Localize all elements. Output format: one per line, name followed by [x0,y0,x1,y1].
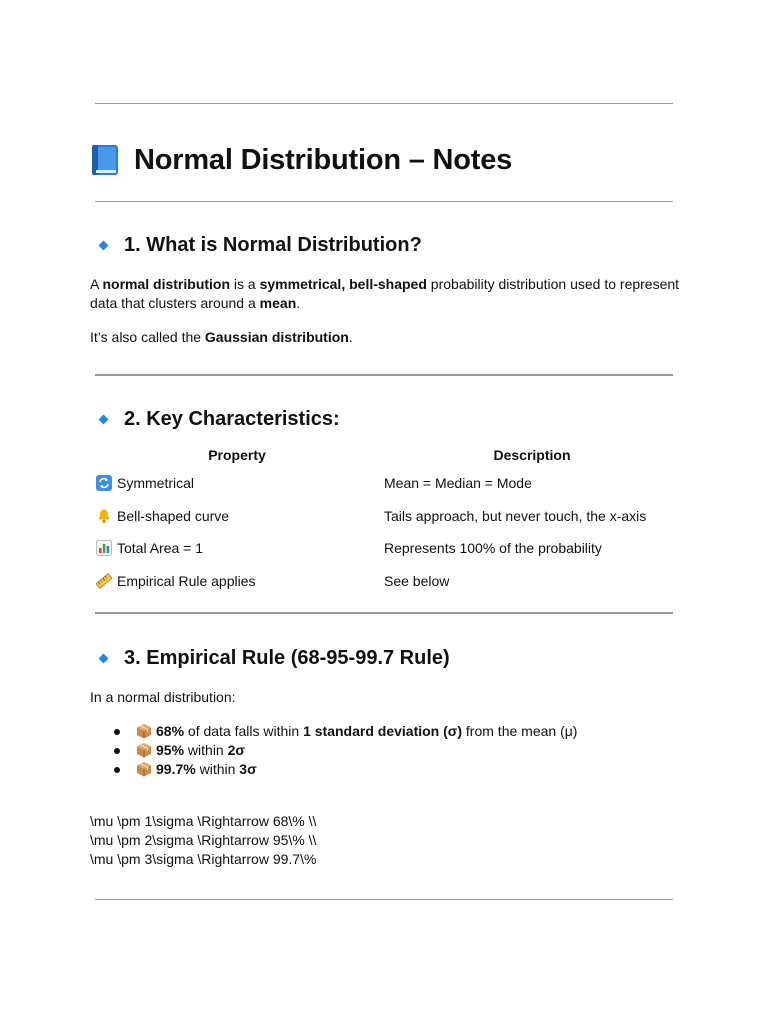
section-1-paragraph-1 [90,275,680,313]
text-run: A [90,276,103,292]
bold-run: mean [259,295,297,311]
text-run: within [195,761,240,777]
bold-run: 68% [156,723,185,739]
bell-icon [96,508,112,524]
property-cell [90,532,384,565]
divider-section-1 [95,374,673,376]
section-3-heading-text: 3. Empirical Rule (68-95-99.7 Rule) [124,646,450,669]
section-2-heading [98,405,340,433]
list-item [90,760,577,779]
table-row [90,565,680,598]
column-header-description: Description [493,447,571,463]
divider-section-2 [95,612,673,614]
divider-top [95,103,673,104]
description-cell: See below [384,572,450,589]
property-cell [90,565,384,598]
text-run: within [184,742,228,758]
text-run: . [348,329,353,345]
description-cell: Mean = Median = Mode [384,475,532,492]
blue-book-icon [90,144,120,176]
package-icon [136,742,152,758]
ruler-icon [96,573,112,589]
table-row [90,532,680,565]
bold-run: 3σ [239,761,257,777]
property-text: Symmetrical [117,475,195,492]
blue-diamond-icon [99,240,109,250]
bar-chart-icon [96,540,112,556]
property-cell [90,467,384,500]
bold-run: symmetrical, bell-shaped [259,276,427,292]
bold-run: normal distribution [102,276,231,292]
latex-line: \mu \pm 3\sigma \Rightarrow 99.7\% [90,851,317,867]
page-title-text: Normal Distribution – Notes [134,143,513,176]
text-run: . [296,295,301,311]
section-3-heading [98,644,450,672]
bold-run: 99.7% [156,761,196,777]
divider-bottom [95,899,673,900]
bullet-dot [114,767,120,773]
bold-run: 1 standard deviation (σ) [303,723,463,739]
property-cell [90,500,384,533]
property-text: Bell-shaped curve [117,507,230,524]
bold-run: Gaussian distribution [204,329,349,345]
table-row [90,467,680,500]
package-icon [136,761,152,777]
column-header-property: Property [208,447,266,463]
blue-diamond-icon [99,653,109,663]
table-header-row [90,443,680,467]
text-run: It’s also called the [90,329,205,345]
description-cell: Tails approach, but never touch, the x-axis [384,507,647,524]
page-title [90,140,512,180]
table-row [90,500,680,533]
latex-formula-block [90,812,316,869]
latex-line: \mu \pm 1\sigma \Rightarrow 68\% \\ [90,813,317,829]
arrows-cycle-icon [96,475,112,491]
section-1-paragraph-2 [90,328,680,347]
text-run: from the mean (μ) [462,723,578,739]
description-cell: Represents 100% of the probability [384,540,602,557]
property-text: Empirical Rule applies [117,572,256,589]
list-item [90,741,577,760]
divider-after-title [95,201,673,202]
latex-line: \mu \pm 2\sigma \Rightarrow 95\% \\ [90,832,317,848]
bold-run: 95% [156,742,185,758]
text-run: of data falls within [184,723,304,739]
bullet-dot [114,748,120,754]
bullet-dot [114,729,120,735]
section-2-heading-text: 2. Key Characteristics: [124,407,340,430]
section-3-intro: In a normal distribution: [90,689,236,705]
section-1-heading [98,231,422,259]
text-run: probability distribution used to represent data that clusters around a [90,276,680,311]
section-1-heading-text: 1. What is Normal Distribution? [124,233,422,256]
empirical-rule-list [90,722,577,779]
text-run: is a [230,276,260,292]
blue-diamond-icon [99,414,109,424]
list-item [90,722,577,741]
property-text: Total Area = 1 [117,540,204,557]
characteristics-table [90,443,680,597]
package-icon [136,723,152,739]
bold-run: 2σ [227,742,245,758]
